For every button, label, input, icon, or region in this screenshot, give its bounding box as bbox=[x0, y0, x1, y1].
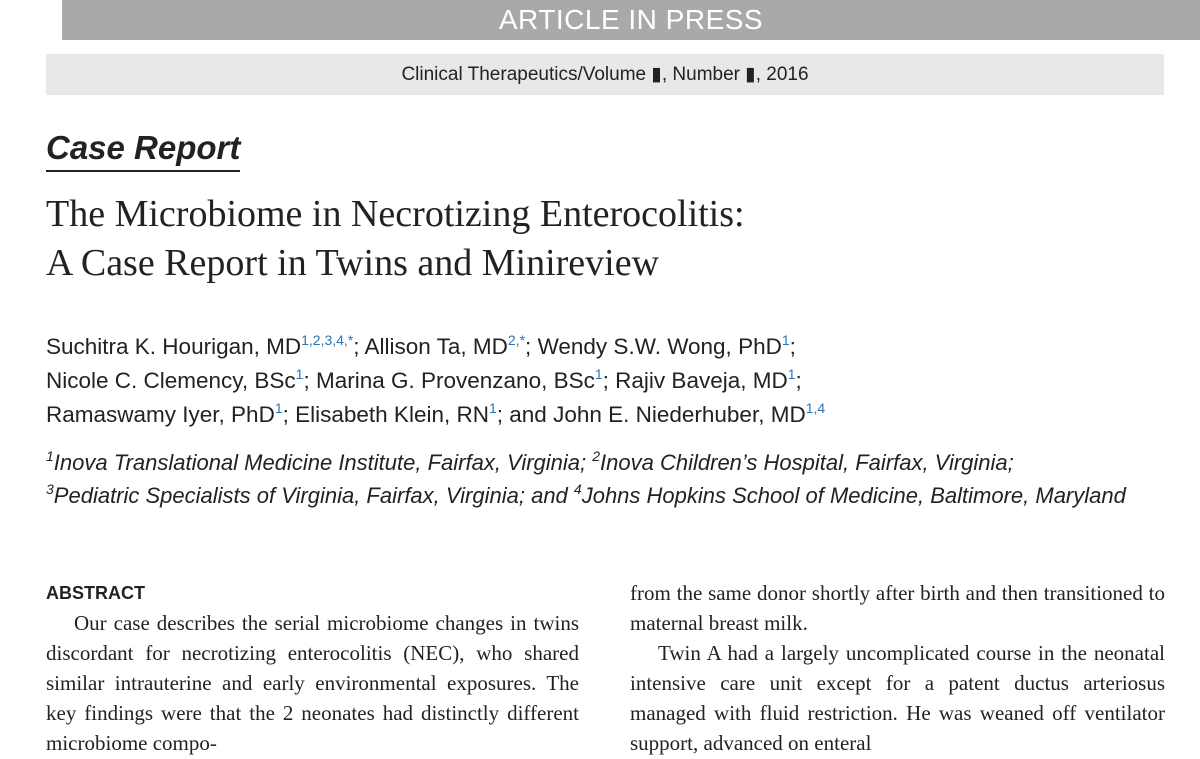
author-name: Ramaswamy Iyer, PhD bbox=[46, 402, 275, 427]
author-separator: ; bbox=[303, 368, 316, 393]
affiliation-text: Johns Hopkins School of Medicine, Baltimore, Maryland bbox=[581, 483, 1126, 508]
author-affiliation-marker[interactable]: 1 bbox=[594, 366, 603, 382]
author-name: Elisabeth Klein, RN bbox=[295, 402, 489, 427]
body-paragraph: Twin A had a largely uncomplicated course in the neonatal intensive care unit except for a patent ductus arteriosus managed with fluid restriction. He was weaned off ventilator support, advanced on enteral bbox=[630, 641, 1165, 755]
author-list bbox=[46, 330, 1166, 432]
author-name: Suchitra K. Hourigan, MD bbox=[46, 334, 302, 359]
affiliation-marker: 2 bbox=[592, 448, 601, 464]
article-title-line-2: A Case Report in Twins and Minireview bbox=[46, 242, 660, 284]
author-name: Nicole C. Clemency, BSc bbox=[46, 368, 296, 393]
journal-citation: Clinical Therapeutics/Volume ▮, Number ▮, 2016 bbox=[401, 64, 809, 85]
article-in-press-label: ARTICLE IN PRESS bbox=[498, 4, 764, 35]
affiliation-text: Inova Children’s Hospital, Fairfax, Virginia; bbox=[600, 450, 1014, 475]
author-separator: ; and bbox=[496, 402, 554, 427]
author-separator: ; bbox=[795, 368, 802, 393]
author-name: Marina G. Provenzano, BSc bbox=[315, 368, 595, 393]
author-separator: ; bbox=[525, 334, 538, 359]
article-title bbox=[46, 190, 1156, 288]
author-separator: ; bbox=[789, 334, 796, 359]
author-name: Allison Ta, MD bbox=[364, 334, 508, 359]
author-affiliation-marker[interactable]: 2,* bbox=[507, 332, 526, 348]
author-affiliation-marker[interactable]: 1 bbox=[787, 366, 796, 382]
article-type-heading: Case Report bbox=[46, 128, 240, 172]
abstract-heading: ABSTRACT bbox=[46, 583, 145, 603]
affiliation-list bbox=[46, 446, 1166, 512]
author-separator: ; bbox=[353, 334, 365, 359]
author-affiliation-marker[interactable]: 1 bbox=[488, 400, 497, 416]
author-affiliation-marker[interactable]: 1 bbox=[295, 366, 304, 382]
author-affiliation-marker[interactable]: 1,2,3,4,* bbox=[301, 332, 354, 348]
affiliation-marker: 1 bbox=[46, 448, 54, 464]
author-separator: ; bbox=[282, 402, 296, 427]
author-separator: ; bbox=[602, 368, 616, 393]
author-affiliation-marker[interactable]: 1 bbox=[781, 332, 790, 348]
affiliation-text: Inova Translational Medicine Institute, Fairfax, Virginia; bbox=[53, 450, 593, 475]
affiliation-marker: 4 bbox=[573, 481, 582, 497]
author-name: John E. Niederhuber, MD bbox=[553, 402, 806, 427]
article-title-line-1: The Microbiome in Necrotizing Enterocolitis: bbox=[46, 193, 745, 235]
abstract-paragraph: Our case describes the serial microbiome changes in twins discordant for necrotizing enterocolitis (NEC), who shared similar intrauterine and early environmental exposures. The key findings were that the 2 neonates had distinctly different microbiome compo- bbox=[46, 611, 579, 755]
affiliation-text: Pediatric Specialists of Virginia, Fairfax, Virginia; and bbox=[53, 483, 574, 508]
article-in-press-banner bbox=[62, 0, 1200, 40]
body-paragraph: from the same donor shortly after birth and then transitioned to maternal breast milk. bbox=[630, 581, 1165, 635]
affiliation-marker: 3 bbox=[46, 481, 54, 497]
author-affiliation-marker[interactable]: 1 bbox=[274, 400, 283, 416]
abstract-column bbox=[46, 578, 579, 758]
body-column bbox=[630, 578, 1165, 758]
journal-header bbox=[46, 54, 1164, 95]
author-name: Rajiv Baveja, MD bbox=[615, 368, 788, 393]
author-affiliation-marker[interactable]: 1,4 bbox=[805, 400, 826, 416]
author-name: Wendy S.W. Wong, PhD bbox=[537, 334, 782, 359]
